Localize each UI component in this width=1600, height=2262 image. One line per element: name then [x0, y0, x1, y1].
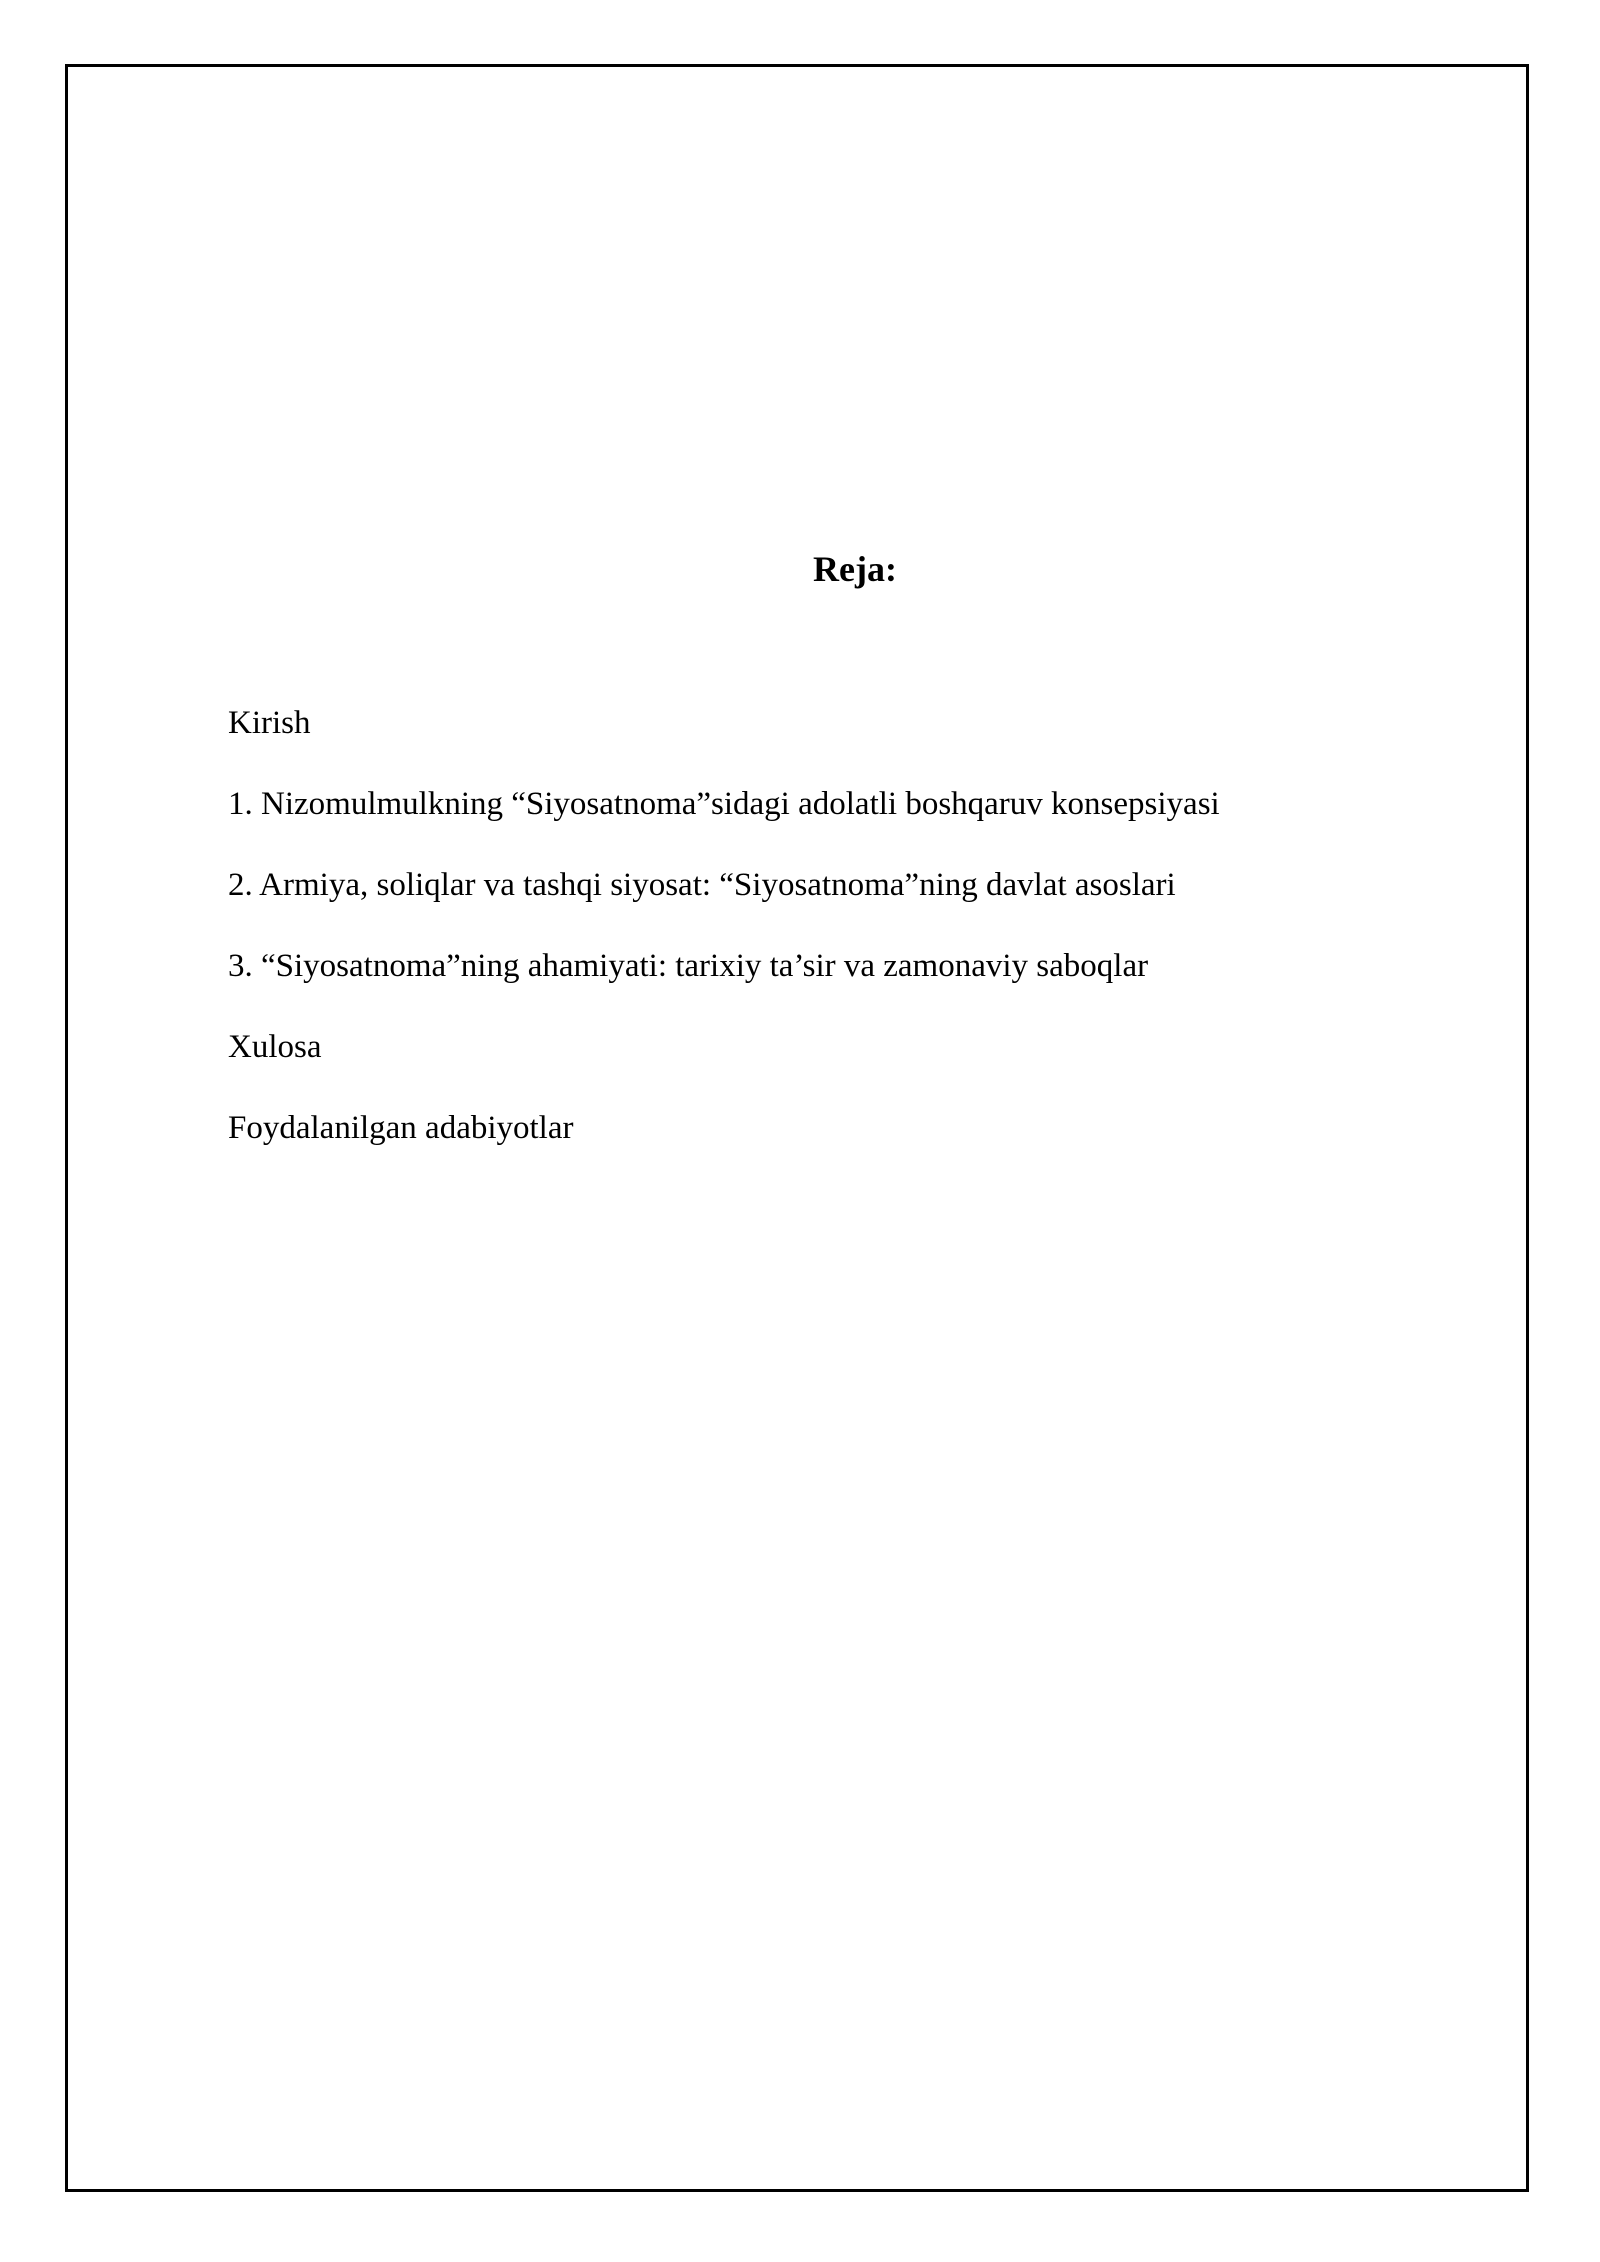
plan-item-introduction: Kirish	[228, 705, 311, 741]
page-title: Reja:	[813, 549, 897, 589]
plan-item-1: 1. Nizomulmulkning “Siyosatnoma”sidagi adolatli boshqaruv konsepsiyasi	[228, 786, 1220, 822]
plan-item-3: 3. “Siyosatnoma”ning ahamiyati: tarixiy ta’sir va zamonaviy saboqlar	[228, 948, 1149, 984]
plan-item-conclusion: Xulosa	[228, 1029, 322, 1065]
plan-item-2: 2. Armiya, soliqlar va tashqi siyosat: “Siyosatnoma”ning davlat asoslari	[228, 867, 1176, 903]
plan-item-references: Foydalanilgan adabiyotlar	[228, 1110, 574, 1146]
